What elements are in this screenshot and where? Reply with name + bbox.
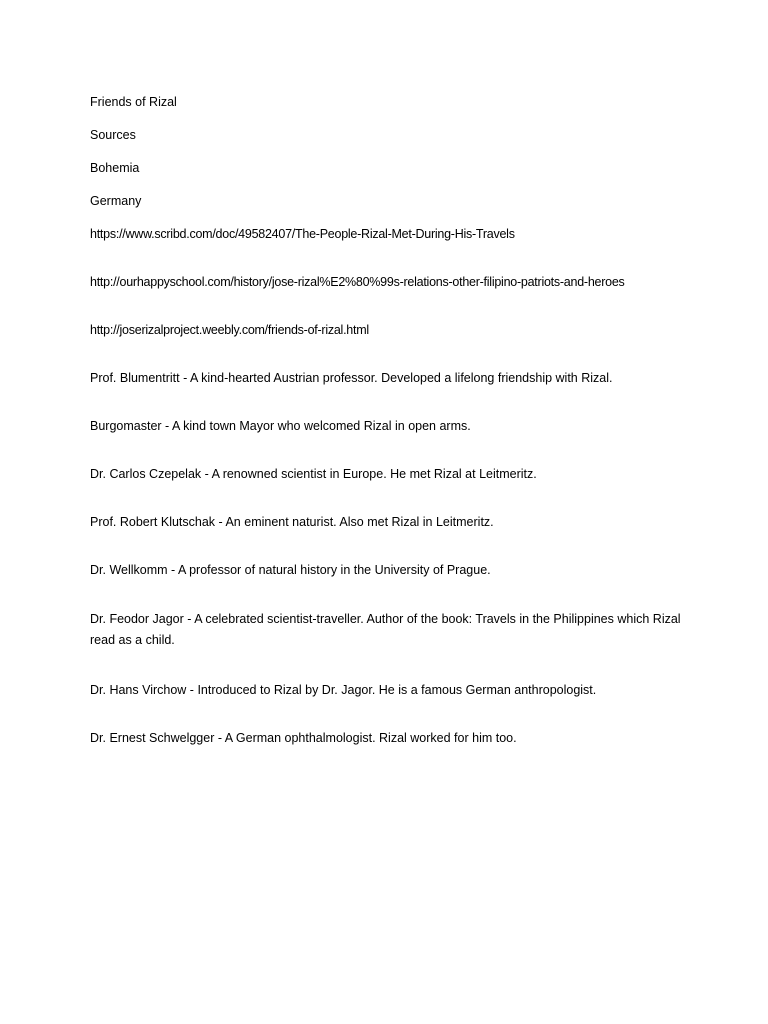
document-title: Friends of Rizal <box>90 95 177 109</box>
country-germany: Germany <box>90 194 142 208</box>
country-bohemia: Bohemia <box>90 161 140 175</box>
entry-klutschak: Prof. Robert Klutschak - An eminent naturist. Also met Rizal in Leitmeritz. <box>90 515 494 529</box>
entry-czepelak: Dr. Carlos Czepelak - A renowned scientist in Europe. He met Rizal at Leitmeritz. <box>90 467 537 481</box>
sources-heading: Sources <box>90 128 136 142</box>
source-link-scribd[interactable]: https://www.scribd.com/doc/49582407/The-People-Rizal-Met-During-His-Travels <box>90 227 515 241</box>
entry-schwelgger: Dr. Ernest Schwelgger - A German ophthalmologist. Rizal worked for him too. <box>90 731 517 745</box>
document-page <box>90 93 730 777</box>
entry-jagor: Dr. Feodor Jagor - A celebrated scientist-traveller. Author of the book: Travels in the Philippines which Rizal read as a child. <box>90 612 681 647</box>
entry-virchow: Dr. Hans Virchow - Introduced to Rizal by Dr. Jagor. He is a famous German anthropologist. <box>90 683 597 697</box>
source-link-weebly[interactable]: http://joserizalproject.weebly.com/friends-of-rizal.html <box>90 323 369 337</box>
entry-burgomaster: Burgomaster - A kind town Mayor who welcomed Rizal in open arms. <box>90 419 471 433</box>
entry-blumentritt: Prof. Blumentritt - A kind-hearted Austrian professor. Developed a lifelong friendship with Rizal. <box>90 371 613 385</box>
source-link-ourhappyschool[interactable]: http://ourhappyschool.com/history/jose-rizal%E2%80%99s-relations-other-filipino-patriots-and-heroes <box>90 275 625 289</box>
entry-wellkomm: Dr. Wellkomm - A professor of natural history in the University of Prague. <box>90 563 491 577</box>
